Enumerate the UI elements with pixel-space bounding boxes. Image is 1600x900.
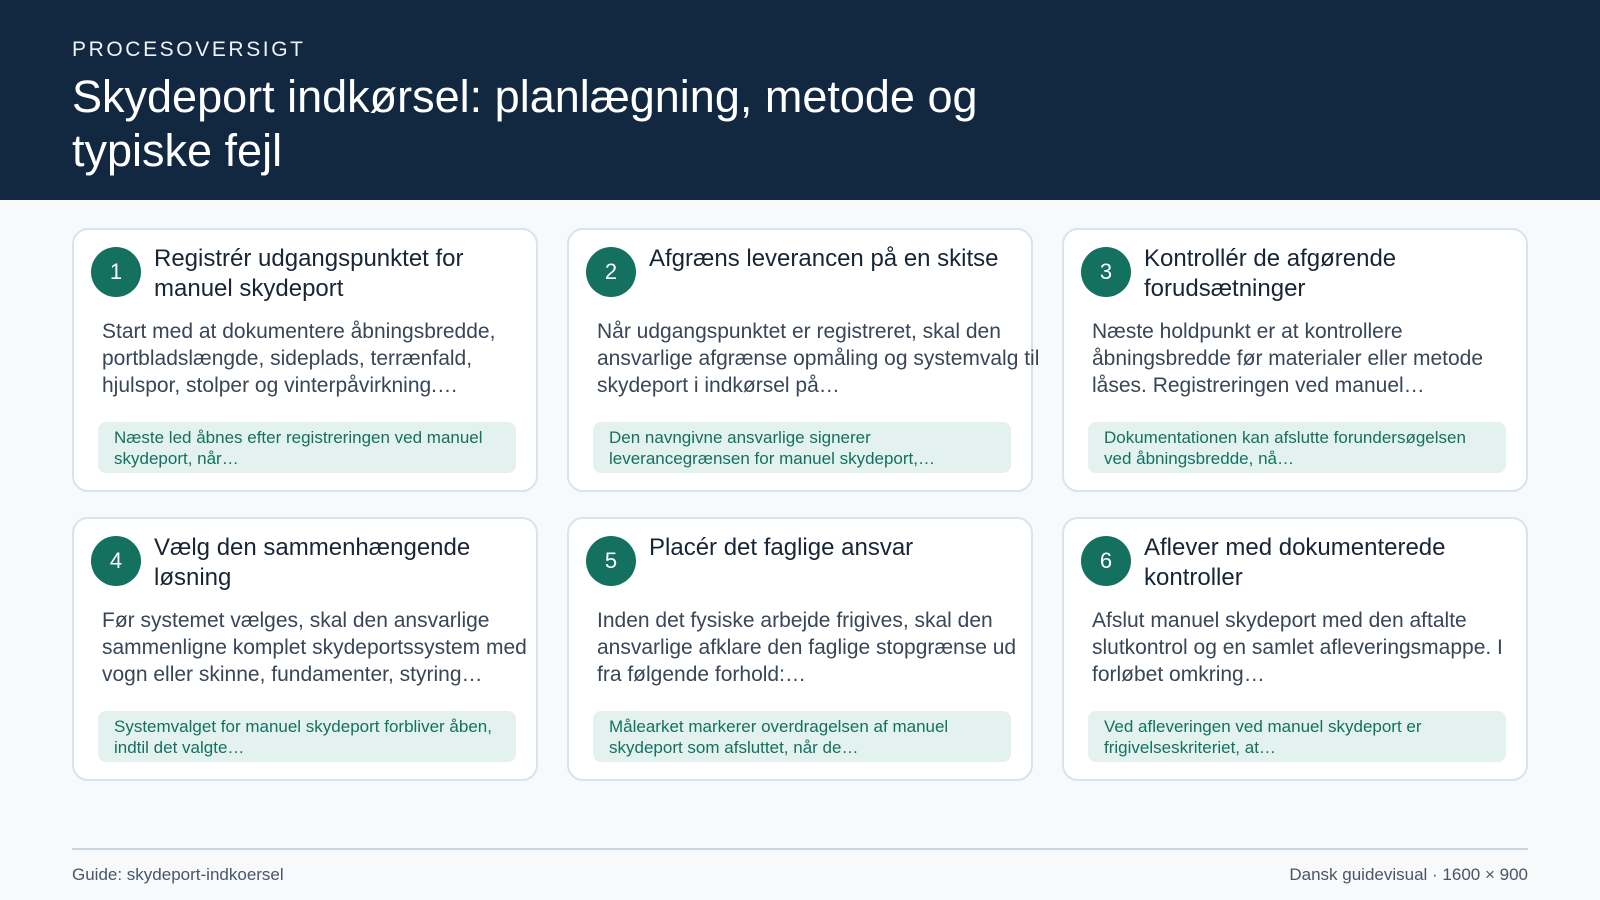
step-note: Systemvalget for manuel skydeport forbliver åben, indtil det valgte…	[98, 711, 516, 762]
step-description: Start med at dokumentere åbningsbredde, portbladslængde, sideplads, terrænfald, hjulspor, stolper og vinterpåvirkning.…	[102, 320, 496, 397]
step-card-3	[1062, 228, 1528, 492]
step-number-badge: 2	[586, 247, 636, 297]
step-title: Registrér udgangspunktet for manuel skydeport	[154, 245, 464, 302]
step-title: Afgræns leverancen på en skitse	[649, 245, 999, 272]
step-note: Dokumentationen kan afslutte forundersøgelsen ved åbningsbredde, nå…	[1088, 422, 1506, 473]
step-title: Kontrollér de afgørende forudsætninger	[1144, 245, 1397, 302]
process-steps-grid	[72, 228, 1528, 781]
step-number-badge: 5	[586, 536, 636, 586]
step-card-1	[72, 228, 538, 492]
step-number-badge: 4	[91, 536, 141, 586]
header-banner	[0, 0, 1600, 200]
step-note: Målearket markerer overdragelsen af manuel skydeport som afsluttet, når de…	[593, 711, 1011, 762]
step-note: Næste led åbnes efter registreringen ved manuel skydeport, når…	[98, 422, 516, 473]
step-note: Den navngivne ansvarlige signerer leverancegrænsen for manuel skydeport,…	[593, 422, 1011, 473]
step-description: Før systemet vælges, skal den ansvarlige sammenligne komplet skydeportssystem med vogn eller skinne, fundamenter, styring…	[102, 609, 527, 686]
step-description: Når udgangspunktet er registreret, skal den ansvarlige afgrænse opmåling og systemvalg til skydeport i indkørsel på…	[597, 320, 1040, 397]
step-description: Næste holdpunkt er at kontrollere åbningsbredde før materialer eller metode låses. Registreringen ved manuel…	[1092, 320, 1484, 397]
step-card-5	[567, 517, 1033, 781]
step-note: Ved afleveringen ved manuel skydeport er frigivelseskriteriet, at…	[1088, 711, 1506, 762]
step-card-4	[72, 517, 538, 781]
step-card-2	[567, 228, 1040, 492]
page-title: Skydeport indkørsel: planlægning, metode og typiske fejl	[72, 71, 978, 176]
footer-divider	[72, 848, 1528, 850]
step-title: Aflever med dokumenterede kontroller	[1144, 534, 1446, 591]
step-title: Vælg den sammenhængende løsning	[154, 534, 471, 591]
step-number-badge: 6	[1081, 536, 1131, 586]
step-card-6	[1062, 517, 1528, 781]
footer-guide-label: Guide: skydeport-indkoersel	[72, 865, 284, 884]
step-number-badge: 1	[91, 247, 141, 297]
step-number-badge: 3	[1081, 247, 1131, 297]
eyebrow-label: PROCESOVERSIGT	[72, 38, 306, 61]
step-description: Afslut manuel skydeport med den aftalte slutkontrol og en samlet afleveringsmappe. I forløbet omkring…	[1092, 609, 1503, 686]
step-description: Inden det fysiske arbejde frigives, skal den ansvarlige afklare den faglige stopgrænse ud fra følgende forhold:…	[597, 609, 1017, 686]
step-title: Placér det faglige ansvar	[649, 534, 914, 561]
footer-meta-label: Dansk guidevisual · 1600 × 900	[1289, 865, 1528, 884]
